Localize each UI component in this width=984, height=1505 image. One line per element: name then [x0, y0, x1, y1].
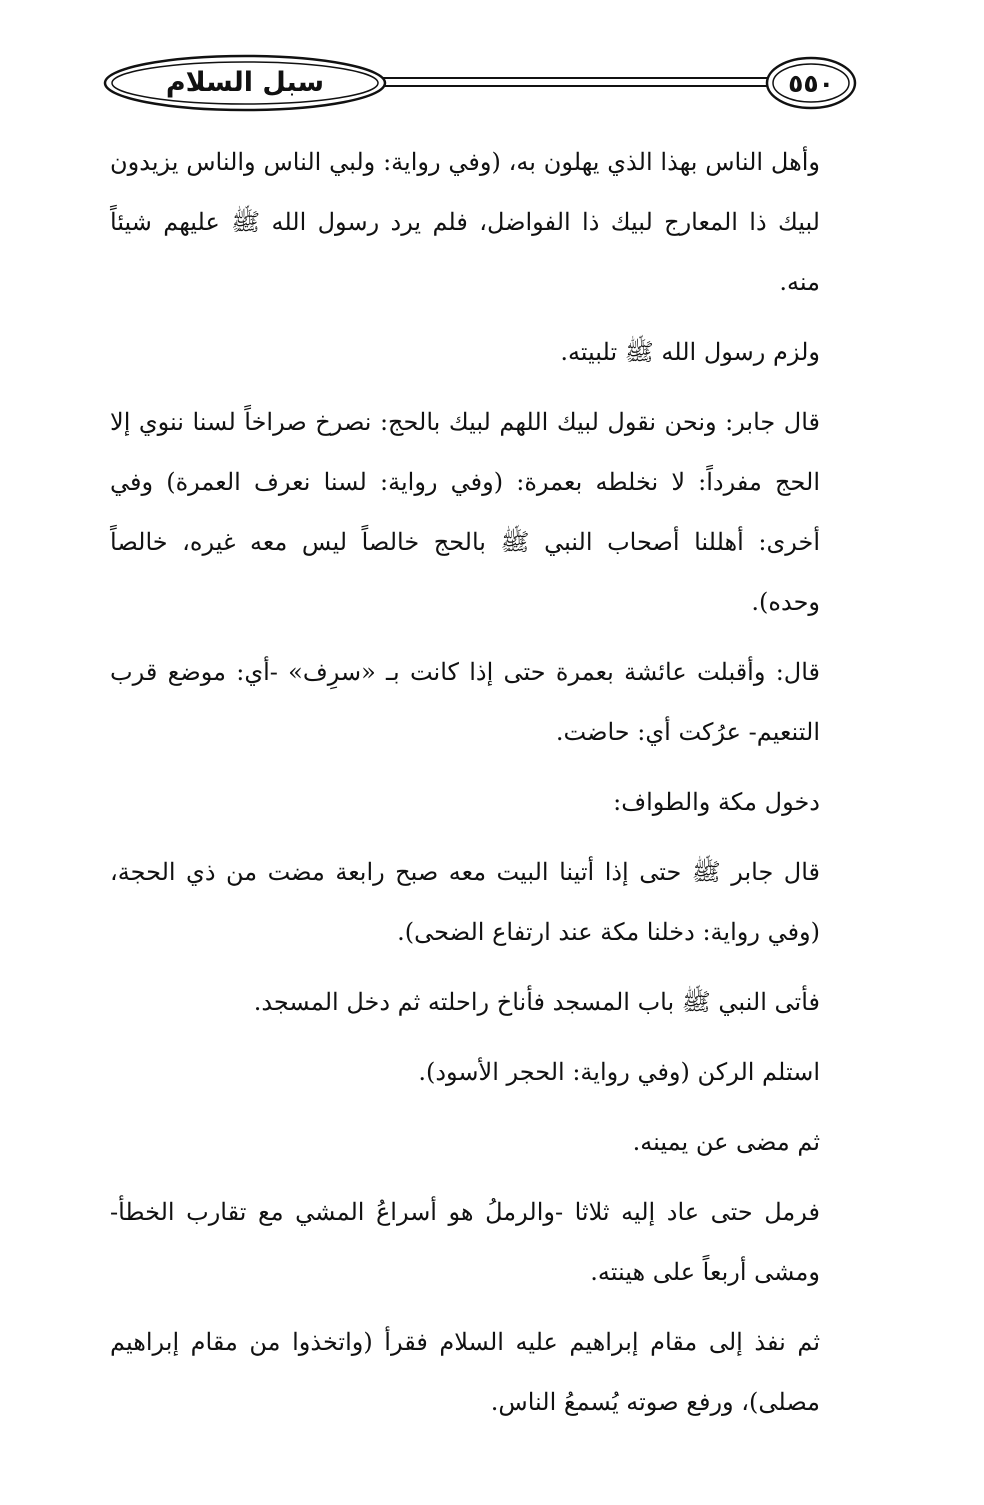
paragraph: قال جابر: ونحن نقول لبيك اللهم لبيك بالحج: نصرخ صراخاً لسنا ننوي إلا الحج مفرداً: لا نخلطه بعمرة: (وفي رواية: لسنا نعرف العمرة) وفي أخرى: أهللنا أصحاب النبي ﷺ بالحج خالصاً ليس معه غيره، خالصاً وحده). [110, 408, 820, 616]
paragraph: قال: وأقبلت عائشة بعمرة حتى إذا كانت بـ «سرِف» -أي: موضع قرب التنعيم- عرُكت أي: حاضت. [110, 658, 820, 746]
paragraph: قال جابر ﷺ حتى إذا أتينا البيت معه صبح رابعة مضت من ذي الحجة، (وفي رواية: دخلنا مكة عند ارتفاع الضحى). [110, 858, 820, 946]
body-text [110, 132, 820, 1442]
paragraph: استلم الركن (وفي رواية: الحجر الأسود). [418, 1058, 820, 1086]
paragraph: فرمل حتى عاد إليه ثلاثا -والرملُ هو أسراعُ المشي مع تقارب الخطأ- ومشى أربعاً على هينته. [110, 1198, 820, 1286]
paragraph: ولزم رسول الله ﷺ تلبيته. [560, 338, 820, 366]
section-heading: دخول مكة والطواف: [613, 788, 820, 816]
paragraph: ثم مضى عن يمينه. [632, 1128, 820, 1156]
paragraph: ثم نفذ إلى مقام إبراهيم عليه السلام فقرأ (واتخذوا من مقام إبراهيم مصلى)، ورفع صوته يُسمعُ الناس. [110, 1328, 820, 1416]
page-header [100, 52, 860, 114]
running-title: سبل السلام [165, 67, 325, 98]
paragraph: وأهل الناس بهذا الذي يهلون به، (وفي رواية: ولبي الناس والناس يزيدون لبيك ذا المعارج لبيك ذا الفواضل، فلم يرد رسول الله ﷺ عليهم شيئاً منه. [110, 148, 820, 296]
page-number: ٥٥٠ [788, 69, 834, 98]
paragraph: فأتى النبي ﷺ باب المسجد فأناخ راحلته ثم دخل المسجد. [253, 988, 820, 1016]
